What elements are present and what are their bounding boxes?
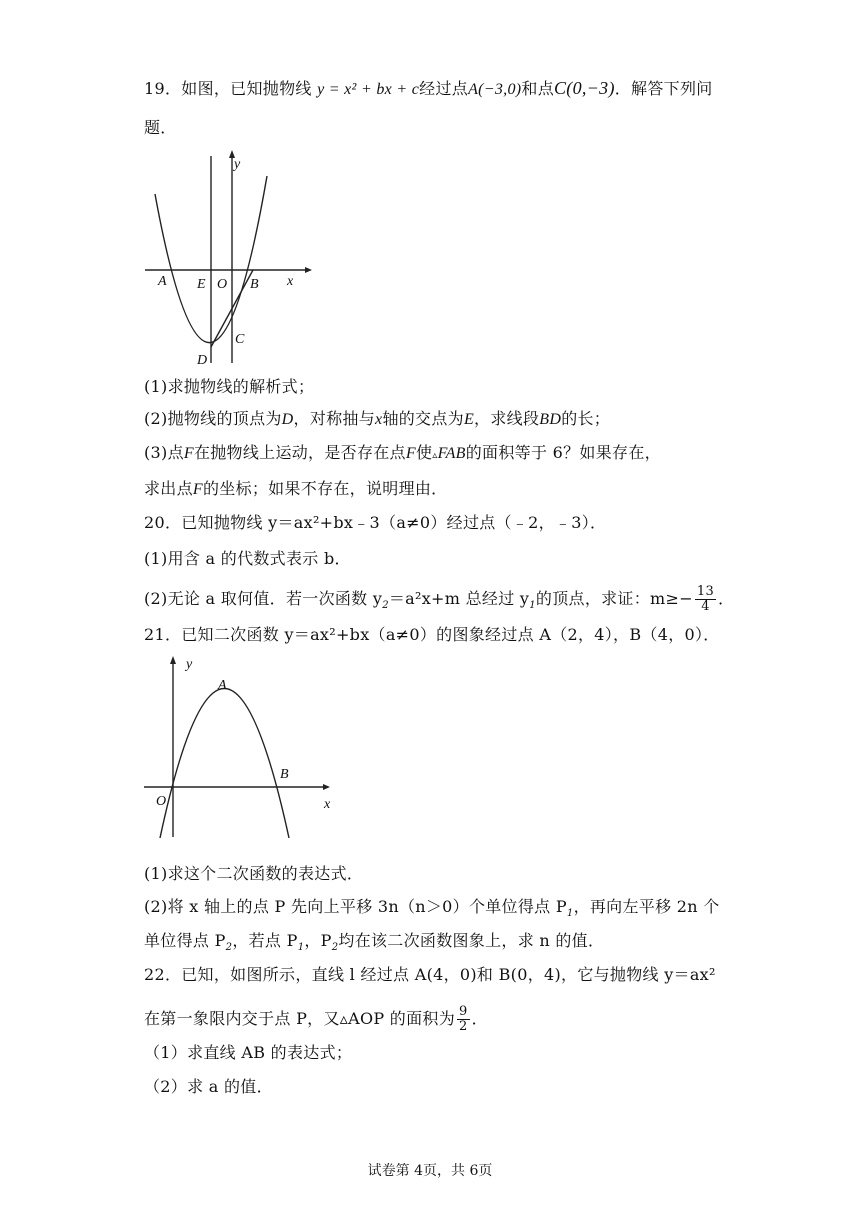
q22-line2-end: ． <box>471 1009 488 1028</box>
q22-line2-text: 在第一象限内交于点 P，又▵AOP 的面积为 <box>144 1009 456 1028</box>
q20-part2 <box>144 585 734 614</box>
q19-label-o: O <box>217 277 228 292</box>
q19-part3-f2: F <box>405 445 416 462</box>
q21-part2-text-f: 均在该二次函数图象上，求 n 的值． <box>338 931 605 950</box>
q21-sub-1: 1 <box>566 908 574 920</box>
q19-label-a: A <box>158 274 167 289</box>
q21-part2-text-e: ，P <box>304 931 332 950</box>
q22-frac-den: 2 <box>459 1019 468 1034</box>
q19-text2: 经过点 <box>419 79 469 98</box>
q19-part2-text-d: ，求线段 <box>474 409 540 428</box>
q21-label-a: A <box>218 678 227 693</box>
q21-figure <box>140 652 340 842</box>
q19-part3-text-f: 的坐标；如果不存在，说明理由． <box>202 479 448 498</box>
q19-label-e: E <box>197 277 206 292</box>
q19-part2-e: E <box>463 411 475 428</box>
q21-label-b: B <box>280 767 289 782</box>
q21-sub-3: 1 <box>297 942 305 954</box>
q19-part2-text-c: 轴的交点为 <box>382 409 464 428</box>
q19-text4: ．解答下列问 <box>614 79 713 98</box>
q19-label-c: C <box>235 332 245 347</box>
q21-label-y: y <box>186 657 193 672</box>
q21-label-x: x <box>324 797 331 812</box>
q21-part1: (1)求这个二次函数的表达式． <box>144 864 364 883</box>
q19-part3-text-c: 使 <box>415 443 433 462</box>
q21-sub-4: 2 <box>331 942 339 954</box>
q19-x-arrow <box>305 267 312 273</box>
q22-part2: （2）求 a 的值． <box>144 1077 273 1096</box>
q19-part2-x: x <box>375 411 383 428</box>
q21-part2-line1 <box>144 896 720 918</box>
q21-label-o: O <box>156 794 167 809</box>
q22-line1: 22．已知，如图所示，直线 l 经过点 A(4，0)和 B(0，4)，它与抛物线 y＝ax² <box>144 965 716 984</box>
q19-line1 <box>144 77 713 101</box>
q19-part3-text-d: 的面积等于 6？如果存在， <box>465 443 661 462</box>
q19-part3-text-e: 求出点 <box>144 479 193 498</box>
q19-label-b: B <box>250 277 259 292</box>
q20-part2-text-c: 的顶点，求证：m≥− <box>535 589 693 608</box>
q19-part2-text-e: 的长； <box>561 409 611 428</box>
q19-line2: 题． <box>144 118 177 137</box>
q22-part1: （1）求直线 AB 的表达式； <box>144 1043 353 1062</box>
q19-part3-f: F <box>183 445 194 462</box>
q19-figure <box>145 148 315 370</box>
q20-part2-text: (2)无论 a 取何值．若一次函数 y <box>144 589 383 608</box>
q19-part2 <box>144 408 610 431</box>
q21-y-arrow <box>170 656 176 664</box>
q20-frac-den: 4 <box>701 599 710 614</box>
q19-point-c: C(0,−3) <box>554 78 615 98</box>
q19-part3-text: (3)点 <box>144 443 184 462</box>
q19-part1: (1)求抛物线的解析式； <box>144 377 315 396</box>
q19-part3-fab: FAB <box>437 445 466 462</box>
q19-part2-bd: BD <box>539 411 562 428</box>
q19-number: 19． <box>144 79 182 98</box>
q21-part2-text: (2)将 x 轴上的点 P 先向上平移 3n（n＞0）个单位得点 P <box>144 897 567 916</box>
q19-triangle-symbol: ▵ <box>432 450 438 461</box>
q19-label-x: x <box>287 274 294 289</box>
q20-part2-text-b: ＝a²x+m 总经过 y <box>388 589 530 608</box>
q21-line1: 21．已知二次函数 y＝ax²+bx（a≠0）的图象经过点 A（2，4），B（4，0）． <box>144 625 720 644</box>
q21-part2-line2 <box>144 930 604 952</box>
q19-part3-line2 <box>144 478 448 501</box>
q19-part3-f3: F <box>192 481 203 498</box>
q22-frac-num: 9 <box>459 1004 468 1019</box>
q21-part2-text-b: ，再向左平移 2n 个 <box>573 897 720 916</box>
q20-part2-end: ． <box>718 589 735 608</box>
q22-line2 <box>144 1005 488 1034</box>
q21-part2-text-c: 单位得点 P <box>144 931 226 950</box>
q19-part2-text-b: ，对称抽与 <box>293 409 376 428</box>
page-footer: 试卷第 4页，共 6页 <box>367 1163 493 1179</box>
q19-text: 如图，已知抛物线 <box>181 79 312 98</box>
q19-label-d: D <box>197 353 208 368</box>
q20-frac-num: 13 <box>696 584 715 599</box>
q19-point-a: A(−3,0) <box>468 81 522 98</box>
q19-part3-text-b: 在抛物线上运动，是否存在点 <box>193 443 406 462</box>
q22-fraction <box>457 1005 470 1034</box>
q20-fraction <box>695 585 716 614</box>
q19-part2-text: (2)抛物线的顶点为 <box>144 409 282 428</box>
q21-x-arrow <box>323 784 330 790</box>
q19-part2-d: D <box>281 411 294 428</box>
q19-label-y: y <box>234 157 241 172</box>
q21-parabola <box>160 689 289 839</box>
q21-sub-2: 2 <box>225 942 233 954</box>
q19-equation: y = x² + bx + c <box>317 81 420 98</box>
q20-sub-1: 1 <box>529 600 536 612</box>
q19-text3: 和点 <box>521 79 554 98</box>
q19-part3-line1 <box>144 442 661 467</box>
q20-sub-2: 2 <box>382 600 389 612</box>
q21-part2-text-d: ，若点 P <box>232 931 298 950</box>
q20-line1: 20．已知抛物线 y＝ax²+bx﹣3（a≠0）经过点（﹣2，﹣3）． <box>144 513 607 532</box>
q20-part1: (1)用含 a 的代数式表示 b． <box>144 549 351 568</box>
